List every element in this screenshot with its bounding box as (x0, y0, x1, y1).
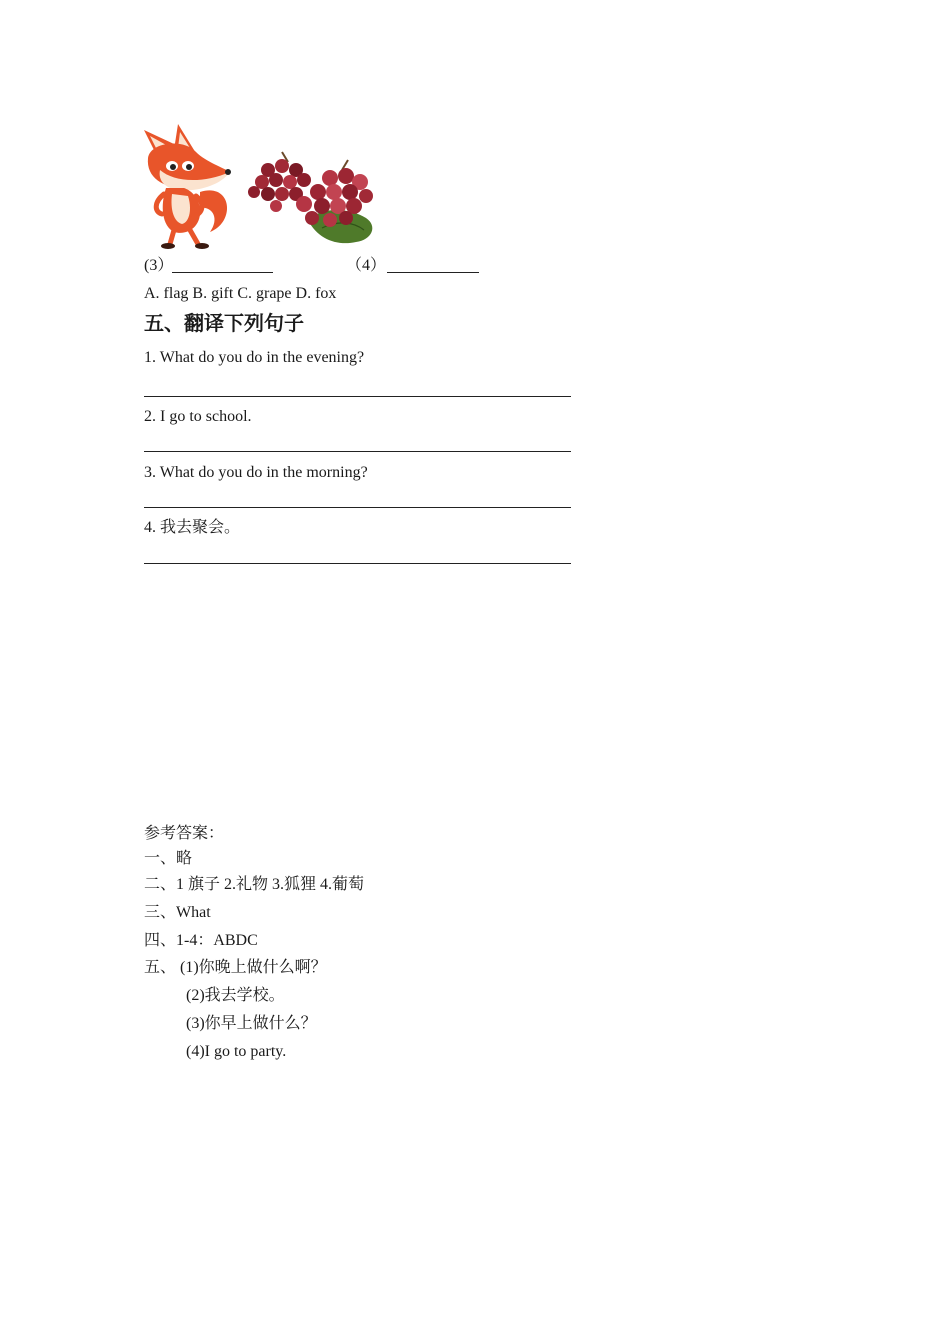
answer-line: 二、1 旗子 2.礼物 3.狐狸 4.葡萄 (144, 876, 365, 893)
answer-line: 一、略 (144, 850, 193, 867)
answer-line: 三、What (144, 904, 211, 921)
answer-line: (3)你早上做什么？ (186, 1015, 317, 1032)
answer-line: (4)I go to party. (186, 1043, 287, 1060)
fox-illustration (140, 122, 236, 250)
answer-line: (2)我去学校。 (186, 987, 285, 1004)
question-3: 3. What do you do in the morning? (144, 464, 368, 481)
section-five-title: 五、翻译下列句子 (144, 311, 304, 335)
answer-line-3[interactable] (144, 507, 571, 508)
answers-heading: 参考答案： (144, 825, 225, 842)
answer-line-4[interactable] (144, 563, 571, 564)
blank-4-line[interactable] (387, 272, 479, 273)
blank-3-label: (3） (144, 257, 174, 274)
blank-4-label: （4） (346, 257, 387, 274)
question-2: 2. I go to school. (144, 408, 252, 425)
answer-line-2[interactable] (144, 451, 571, 452)
blank-3-line[interactable] (172, 272, 273, 273)
grapes-photo (238, 148, 382, 248)
answer-line: 五、 (1)你晚上做什么啊？ (144, 959, 327, 976)
answer-options: A. flag B. gift C. grape D. fox (144, 285, 337, 302)
answer-line-1[interactable] (144, 396, 571, 397)
question-1: 1. What do you do in the evening? (144, 349, 365, 366)
question-4: 4. 我去聚会。 (144, 519, 241, 536)
answer-line: 四、1-4：ABDC (144, 932, 258, 949)
